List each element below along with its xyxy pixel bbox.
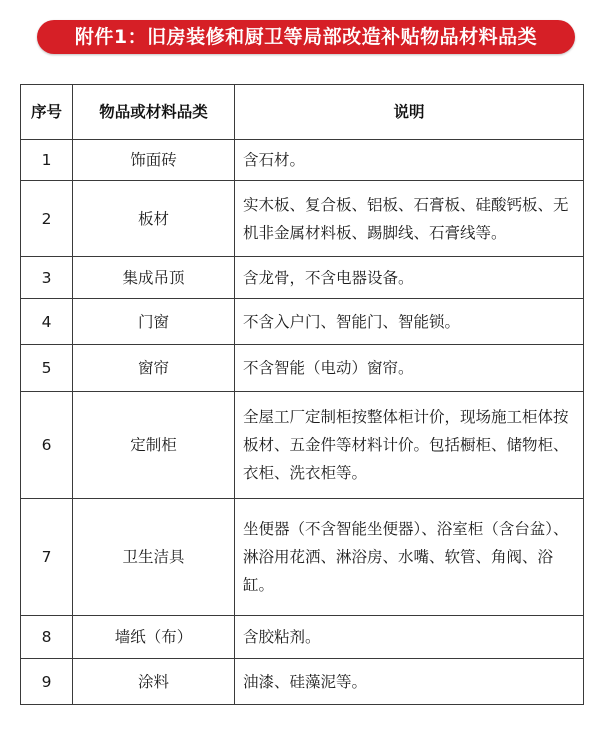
- table-row: [21, 659, 584, 705]
- row-category: 卫生洁具: [73, 499, 235, 616]
- row-description: 油漆、硅藻泥等。: [235, 659, 584, 705]
- page-title: 附件1：旧房装修和厨卫等局部改造补贴物品材料品类: [74, 26, 538, 48]
- table-row: [21, 299, 584, 345]
- header-description: 说明: [235, 85, 584, 140]
- row-description: 含龙骨，不含电器设备。: [235, 257, 584, 299]
- row-category: 墙纸（布）: [73, 616, 235, 659]
- table-row: [21, 499, 584, 616]
- header-category: 物品或材料品类: [73, 85, 235, 140]
- row-index: 7: [21, 499, 73, 616]
- table-header-row: [21, 85, 584, 140]
- row-description: 含胶粘剂。: [235, 616, 584, 659]
- table-row: [21, 616, 584, 659]
- row-index: 1: [21, 140, 73, 181]
- row-category: 涂料: [73, 659, 235, 705]
- table-row: [21, 257, 584, 299]
- row-category: 集成吊顶: [73, 257, 235, 299]
- row-description: 不含入户门、智能门、智能锁。: [235, 299, 584, 345]
- row-category: 饰面砖: [73, 140, 235, 181]
- materials-table: [20, 84, 584, 705]
- row-index: 9: [21, 659, 73, 705]
- page-title-banner: [37, 20, 575, 54]
- materials-table-container: [20, 84, 583, 705]
- row-category: 板材: [73, 181, 235, 257]
- row-index: 6: [21, 392, 73, 499]
- row-description: 不含智能（电动）窗帘。: [235, 345, 584, 392]
- row-index: 8: [21, 616, 73, 659]
- header-index: 序号: [21, 85, 73, 140]
- table-row: [21, 345, 584, 392]
- row-index: 3: [21, 257, 73, 299]
- row-description: 含石材。: [235, 140, 584, 181]
- table-row: [21, 140, 584, 181]
- table-row: [21, 181, 584, 257]
- row-index: 2: [21, 181, 73, 257]
- row-index: 4: [21, 299, 73, 345]
- row-description: 坐便器（不含智能坐便器）、浴室柜（含台盆）、淋浴用花洒、淋浴房、水嘴、软管、角阀、浴缸。: [235, 499, 584, 616]
- table-row: [21, 392, 584, 499]
- row-description: 实木板、复合板、铝板、石膏板、硅酸钙板、无机非金属材料板、踢脚线、石膏线等。: [235, 181, 584, 257]
- row-index: 5: [21, 345, 73, 392]
- row-category: 门窗: [73, 299, 235, 345]
- row-description: 全屋工厂定制柜按整体柜计价，现场施工柜体按板材、五金件等材料计价。包括橱柜、储物柜、衣柜、洗衣柜等。: [235, 392, 584, 499]
- row-category: 窗帘: [73, 345, 235, 392]
- row-category: 定制柜: [73, 392, 235, 499]
